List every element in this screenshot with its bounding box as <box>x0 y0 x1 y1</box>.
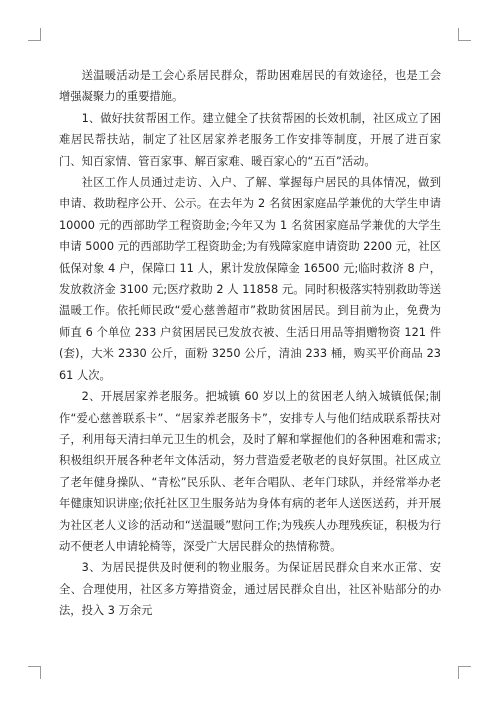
crop-mark-top-right <box>458 28 471 41</box>
document-body <box>59 65 441 622</box>
paragraph-property-service: 3、为居民提供及时便利的物业服务。为保证居民群众自来水正常、安全、合理使用，社区多方筹措资金，通过居民群众自出，社区补贴部分的办法，投入 3 万余元 <box>59 561 441 618</box>
paragraph-elderly-care: 2、开展居家养老服务。把城镇 60 岁以上的贫困老人纳入城镇低保;制作“爱心慈善联系卡”、“居家养老服务卡”，安排专人与他们结成联系帮扶对子，利用每天清扫单元卫生的机会，及时了解和掌握他们的各种困难和需求;积极组织开展各种老年文体活动，努力营造爱老敬老的良好氛围。社区成立了老年健身操队、“青松”民乐队、老年合唱队、老年门球队，并经常举办老年健康知识讲座;依托社区卫生服务站为身体有病的老年人送医送药，并开展为社区老人义诊的活动和“送温暖”慰问工作;为残疾人办理残疾证，积极为行动不便老人申请轮椅等，深受广大居民群众的热情称赞。 <box>59 390 441 553</box>
crop-mark-bottom-right <box>458 666 471 679</box>
crop-mark-top-left <box>28 28 41 41</box>
paragraph-intro: 送温暖活动是工会心系居民群众，帮助困难居民的有效途径，也是工会增强凝聚力的重要措施。 <box>59 69 441 104</box>
crop-mark-bottom-left <box>28 666 41 679</box>
paragraph-relief-details: 社区工作人员通过走访、入户、了解、掌握每户居民的具体情况，做到申请、救助程序公开、公示。在去年为 2 名贫困家庭品学兼优的大学生申请 10000 元的西部助学工程资助金;今年又为 1 名贫困家庭品学兼优的大学生申请 5000 元的西部助学工程资助金;为有残障家庭申请资助 2200 元，社区低保对象 4 户，保障口 11 人，累计发放保障金 16500 元;临时救济 8 户，发放救济金 3100 元;医疗救助 2 人 11858 元。同时积极落实特别救助等送温暖工作。依托师民政“爱心慈善超市”救助贫困居民。到目前为止，免费为师直 6 个单位 233 户贫困居民已发放衣被、生活日用品等捐赠物资 121 件(套)，大米 2330 公斤，面粉 3250 公斤，清油 233 桶，购买平价商品 2361 人次。 <box>59 176 441 382</box>
paragraph-poverty-relief: 1、做好扶贫帮困工作。建立健全了扶贫帮困的长效机制，社区成立了困难居民帮扶站，制定了社区居家养老服务工作安排等制度，开展了进百家门、知百家情、管百家事、解百家难、暖百家心的“五百”活动。 <box>59 111 441 168</box>
